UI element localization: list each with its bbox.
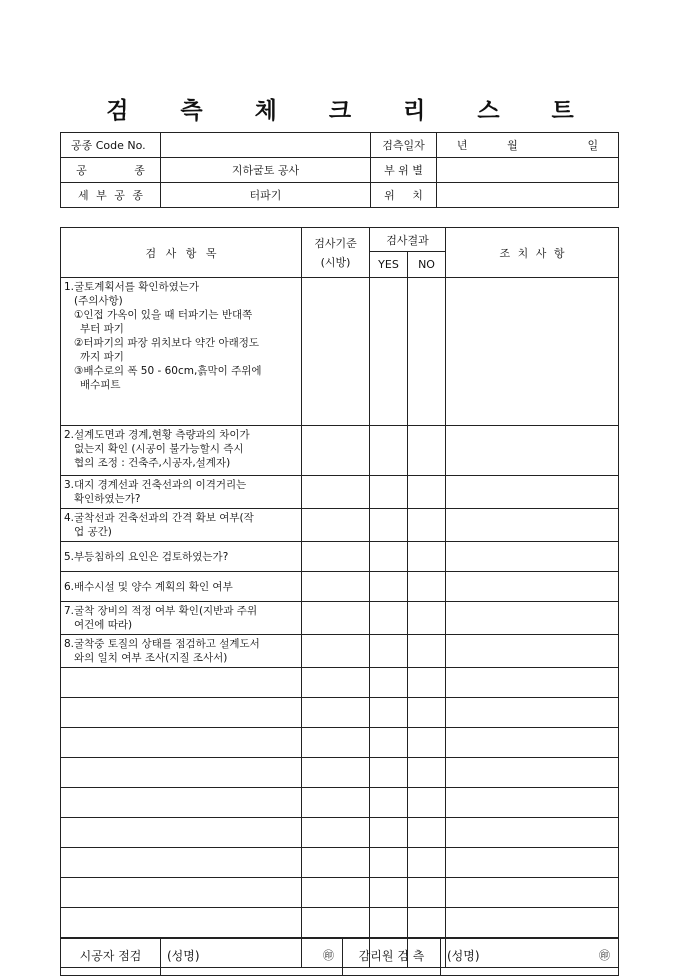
yes-cell[interactable] xyxy=(370,509,408,542)
checklist-row xyxy=(61,542,619,572)
checklist-item-line: 6.배수시설 및 양수 계획의 확인 여부 xyxy=(64,580,233,593)
item-cell[interactable] xyxy=(61,908,302,938)
standard-cell[interactable] xyxy=(302,848,370,878)
checklist-item xyxy=(61,509,302,542)
checklist-item-line: 부터 파기 xyxy=(80,323,124,335)
empty-row xyxy=(61,908,619,938)
col-yes-header: YES xyxy=(370,252,408,278)
yes-cell[interactable] xyxy=(370,818,408,848)
yes-cell[interactable] xyxy=(370,476,408,509)
standard-cell[interactable] xyxy=(302,572,370,602)
no-cell[interactable] xyxy=(408,602,446,635)
action-cell[interactable] xyxy=(446,426,619,476)
item-cell[interactable] xyxy=(61,668,302,698)
contractor-seal-icon: ㊞ xyxy=(323,949,334,962)
yes-cell[interactable] xyxy=(370,602,408,635)
col-standard-line1: 검사기준 xyxy=(314,237,357,250)
no-cell[interactable] xyxy=(408,426,446,476)
checklist-item-line: 1.굴토계획서를 확인하였는가 xyxy=(64,281,200,293)
no-cell[interactable] xyxy=(408,848,446,878)
standard-cell[interactable] xyxy=(302,509,370,542)
yes-cell[interactable] xyxy=(370,278,408,426)
empty-row xyxy=(61,788,619,818)
checklist-item-line: 5.부등침하의 요인은 검토하였는가? xyxy=(64,550,229,563)
yes-cell[interactable] xyxy=(370,758,408,788)
yes-cell[interactable] xyxy=(370,698,408,728)
no-cell[interactable] xyxy=(408,572,446,602)
yes-cell[interactable] xyxy=(370,572,408,602)
yes-cell[interactable] xyxy=(370,635,408,668)
empty-row xyxy=(61,848,619,878)
checklist-row xyxy=(61,278,619,426)
checklist-item-line: 협의 조정 : 건축주,시공자,설계자) xyxy=(74,457,231,469)
work-code-field[interactable] xyxy=(161,133,371,158)
checklist-item xyxy=(61,278,302,426)
supervisor-label: 감리원 검 측 xyxy=(343,939,441,976)
empty-row xyxy=(61,878,619,908)
action-cell[interactable] xyxy=(446,818,619,848)
standard-cell[interactable] xyxy=(302,698,370,728)
standard-cell[interactable] xyxy=(302,818,370,848)
checklist-item-line: 배수피트 xyxy=(80,379,121,391)
supervisor-name-label: (성명) xyxy=(447,949,480,963)
item-cell[interactable] xyxy=(61,878,302,908)
signature-table xyxy=(60,938,619,976)
standard-cell[interactable] xyxy=(302,758,370,788)
action-cell[interactable] xyxy=(446,788,619,818)
contractor-label: 시공자 점검 xyxy=(61,939,161,976)
no-cell[interactable] xyxy=(408,788,446,818)
no-cell[interactable] xyxy=(408,635,446,668)
checklist-item-line: 까지 파기 xyxy=(80,351,124,363)
yes-cell[interactable] xyxy=(370,908,408,938)
action-cell[interactable] xyxy=(446,572,619,602)
checklist-table xyxy=(60,227,619,968)
no-cell[interactable] xyxy=(408,278,446,426)
checklist-item xyxy=(61,572,302,602)
checklist-row xyxy=(61,602,619,635)
no-cell[interactable] xyxy=(408,728,446,758)
yes-cell[interactable] xyxy=(370,848,408,878)
action-cell[interactable] xyxy=(446,758,619,788)
standard-cell[interactable] xyxy=(302,668,370,698)
no-cell[interactable] xyxy=(408,698,446,728)
item-cell[interactable] xyxy=(61,758,302,788)
date-month-label: 월 xyxy=(507,139,518,152)
work-code-label: 공종 Code No. xyxy=(61,133,161,158)
checklist-item-line: 8.굴착중 토질의 상태를 점검하고 설계도서 xyxy=(64,638,260,650)
action-cell[interactable] xyxy=(446,908,619,938)
checklist-item xyxy=(61,635,302,668)
standard-cell[interactable] xyxy=(302,908,370,938)
no-cell[interactable] xyxy=(408,908,446,938)
contractor-sign-field[interactable] xyxy=(161,939,343,976)
empty-row xyxy=(61,818,619,848)
item-cell[interactable] xyxy=(61,818,302,848)
empty-row xyxy=(61,758,619,788)
empty-row xyxy=(61,668,619,698)
date-day-label: 일 xyxy=(587,139,599,152)
col-no-header: NO xyxy=(408,252,446,278)
inspect-date-label: 검측일자 xyxy=(371,133,437,158)
checklist-item-line: 확인하였는가? xyxy=(74,493,141,505)
header-table xyxy=(60,132,619,208)
action-cell[interactable] xyxy=(446,878,619,908)
item-cell[interactable] xyxy=(61,698,302,728)
checklist-item-line: 여건에 따라) xyxy=(74,619,133,631)
action-cell[interactable] xyxy=(446,476,619,509)
section-label: 부 위 별 xyxy=(371,158,437,183)
yes-cell[interactable] xyxy=(370,788,408,818)
yes-cell[interactable] xyxy=(370,668,408,698)
checklist-item-line: ①인접 가옥이 있을 때 터파기는 반대쪽 xyxy=(74,309,253,321)
standard-cell[interactable] xyxy=(302,788,370,818)
col-result-header: 검사결과 xyxy=(370,228,446,252)
checklist-item-line: ③배수로의 폭 50 - 60cm,흙막이 주위에 xyxy=(74,365,262,377)
section-field[interactable] xyxy=(437,158,619,183)
checklist-item-line: 3.대지 경계선과 건축선과의 이격거리는 xyxy=(64,479,247,491)
yes-cell[interactable] xyxy=(370,426,408,476)
checklist-item xyxy=(61,426,302,476)
checklist-row xyxy=(61,635,619,668)
action-cell[interactable] xyxy=(446,728,619,758)
work-type-label: 공 종 xyxy=(61,158,161,183)
detail-label: 세 부 공 종 xyxy=(61,183,161,208)
col-standard-header xyxy=(302,228,370,278)
checklist-item-line: 7.굴착 장비의 적정 여부 확인(지반과 주위 xyxy=(64,605,258,617)
supervisor-seal-icon: ㊞ xyxy=(599,949,610,962)
no-cell[interactable] xyxy=(408,509,446,542)
work-type-value[interactable]: 지하굴토 공사 xyxy=(161,158,371,183)
action-cell[interactable] xyxy=(446,848,619,878)
date-year-label: 년 xyxy=(456,139,468,152)
checklist-item xyxy=(61,602,302,635)
item-cell[interactable] xyxy=(61,728,302,758)
standard-cell[interactable] xyxy=(302,426,370,476)
checklist-item-line: 업 공간) xyxy=(74,526,112,538)
checklist-item-line: ②터파기의 파장 위치보다 약간 아래정도 xyxy=(74,337,260,349)
checklist-item-line: (주의사항) xyxy=(74,295,123,307)
no-cell[interactable] xyxy=(408,668,446,698)
col-action-header: 조 치 사 항 xyxy=(446,228,619,278)
no-cell[interactable] xyxy=(408,476,446,509)
item-cell[interactable] xyxy=(61,848,302,878)
checklist-item-line: 4.굴착선과 건축선과의 간격 확보 여부(작 xyxy=(64,512,254,524)
standard-cell[interactable] xyxy=(302,476,370,509)
checklist-item-line: 와의 일치 여부 조사(지질 조사서) xyxy=(74,652,228,664)
col-standard-line2: (시방) xyxy=(320,256,351,269)
supervisor-sign-field[interactable] xyxy=(441,939,619,976)
checklist-row xyxy=(61,509,619,542)
checklist-row xyxy=(61,572,619,602)
checklist-item xyxy=(61,542,302,572)
location-field[interactable] xyxy=(437,183,619,208)
checklist-row xyxy=(61,426,619,476)
checklist-row xyxy=(61,476,619,509)
action-cell[interactable] xyxy=(446,668,619,698)
action-cell[interactable] xyxy=(446,542,619,572)
no-cell[interactable] xyxy=(408,542,446,572)
page-title: 검 측 체 크 리 스 트 xyxy=(106,97,596,124)
yes-cell[interactable] xyxy=(370,878,408,908)
action-cell[interactable] xyxy=(446,635,619,668)
standard-cell[interactable] xyxy=(302,542,370,572)
checklist-item xyxy=(61,476,302,509)
inspect-date-field[interactable] xyxy=(437,133,619,158)
action-cell[interactable] xyxy=(446,278,619,426)
standard-cell[interactable] xyxy=(302,635,370,668)
empty-row xyxy=(61,698,619,728)
standard-cell[interactable] xyxy=(302,878,370,908)
yes-cell[interactable] xyxy=(370,542,408,572)
yes-cell[interactable] xyxy=(370,728,408,758)
location-label: 위 치 xyxy=(371,183,437,208)
action-cell[interactable] xyxy=(446,698,619,728)
contractor-name-label: (성명) xyxy=(167,949,200,963)
action-cell[interactable] xyxy=(446,602,619,635)
empty-row xyxy=(61,728,619,758)
detail-value[interactable]: 터파기 xyxy=(161,183,371,208)
item-cell[interactable] xyxy=(61,788,302,818)
no-cell[interactable] xyxy=(408,758,446,788)
checklist-item-line: 2.설계도면과 경계,현황 측량과의 차이가 xyxy=(64,429,250,441)
standard-cell[interactable] xyxy=(302,728,370,758)
standard-cell[interactable] xyxy=(302,278,370,426)
no-cell[interactable] xyxy=(408,878,446,908)
standard-cell[interactable] xyxy=(302,602,370,635)
action-cell[interactable] xyxy=(446,509,619,542)
col-items-header: 검 사 항 목 xyxy=(61,228,302,278)
checklist-item-line: 없는지 확인 (시공이 불가능할시 즉시 xyxy=(74,443,244,455)
no-cell[interactable] xyxy=(408,818,446,848)
